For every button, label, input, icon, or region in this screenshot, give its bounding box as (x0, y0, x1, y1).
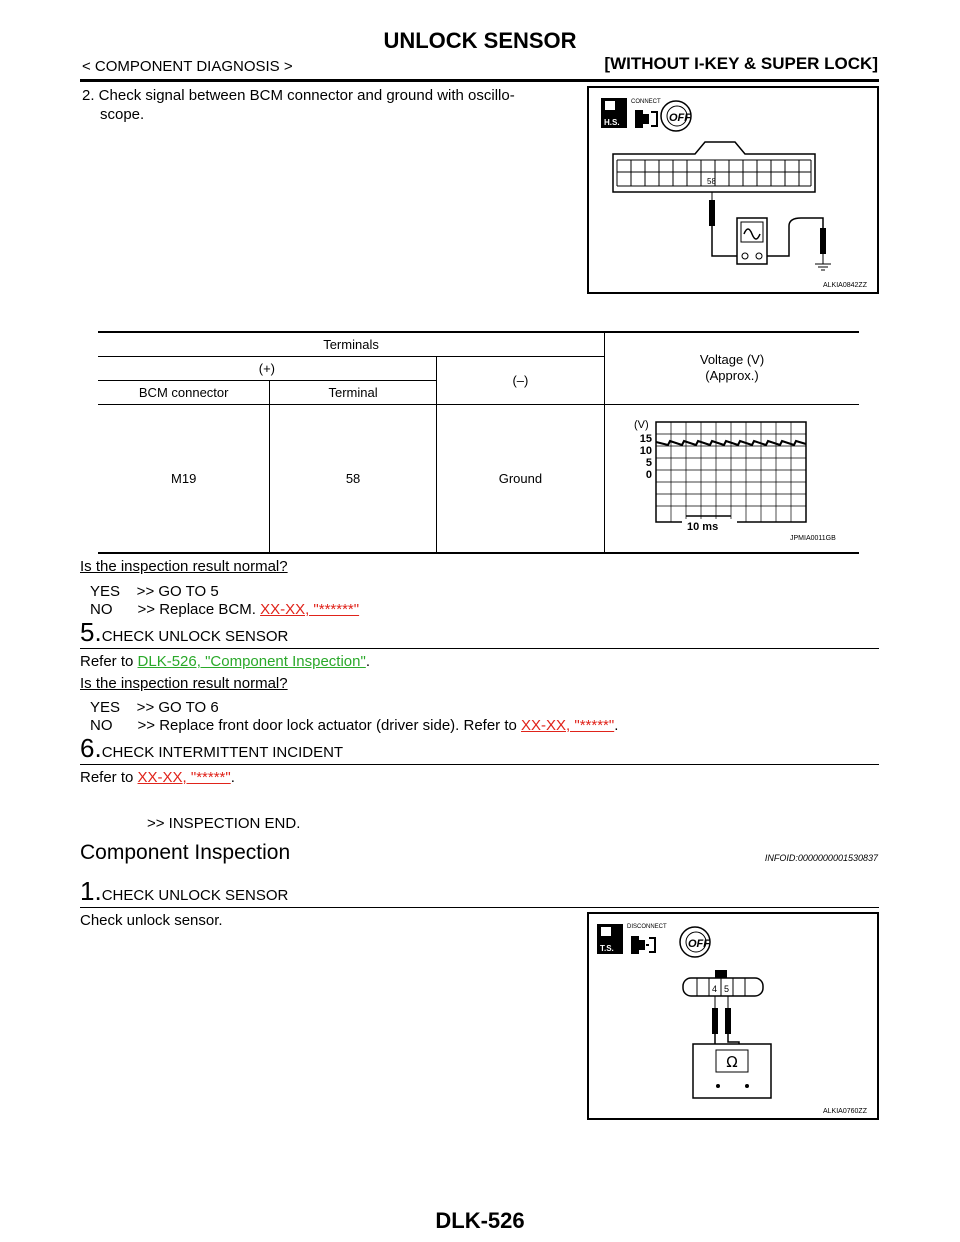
scope-unit: (V) (634, 418, 649, 431)
scope-figure-code: JPMIA0011GB (790, 534, 836, 542)
question-step4: Is the inspection result normal? (80, 558, 288, 575)
instruction-line1: 2. Check signal between BCM connector and ground with oscillo- (82, 87, 515, 104)
th-voltage (605, 332, 859, 404)
waveform-graph (612, 412, 852, 542)
pin-4-label: 4 (712, 984, 718, 994)
step5-title: CHECK UNLOCK SENSOR (101, 628, 289, 645)
header-rule (80, 79, 879, 82)
question-step5: Is the inspection result normal? (80, 675, 288, 692)
page-title: UNLOCK SENSOR (383, 28, 577, 53)
xx-xx-link-actuator[interactable]: XX-XX, "*****" (521, 717, 615, 734)
th-terminal: Terminal (270, 380, 436, 404)
step6-refer (80, 768, 235, 787)
ohm-symbol: Ω (726, 1053, 738, 1071)
scope-tick-10: 10 (639, 444, 653, 457)
figure-oscilloscope-check (587, 86, 879, 294)
step5-number: 5. (80, 617, 102, 647)
step5-refer-suffix: . (365, 653, 370, 670)
component-step1-number: 1. (80, 876, 102, 906)
dlk-526-link[interactable]: DLK-526, "Component Inspection" (137, 653, 366, 670)
section-heading: Component Inspection (80, 841, 291, 864)
step6-refer-suffix: . (230, 769, 235, 786)
no-step5-suffix: . (614, 717, 619, 734)
cell-ground: Ground (436, 404, 604, 553)
th-bcm-connector: BCM connector (98, 380, 270, 404)
scope-tick-15: 15 (639, 432, 653, 445)
step5-refer-text: Refer to (80, 653, 138, 670)
oscilloscope-diagram (589, 88, 877, 292)
figure-code: ALKIA0842ZZ (823, 282, 867, 289)
th-plus: (+) (98, 356, 436, 380)
instruction-line2: scope. (100, 106, 145, 123)
step6-refer-text: Refer to (80, 769, 138, 786)
pin-5-label: 5 (724, 984, 730, 994)
terminal-table (98, 331, 859, 554)
hs-label: H.S. (604, 118, 620, 127)
scope-tick-5: 5 (645, 456, 653, 469)
step5-refer (80, 652, 370, 671)
figure-code-2: ALKIA0760ZZ (823, 1108, 867, 1115)
breadcrumb: < COMPONENT DIAGNOSIS > (82, 58, 293, 75)
step5-heading (80, 617, 288, 648)
step6-heading (80, 733, 343, 764)
off-label: OFF (669, 112, 691, 124)
xx-xx-link-intermittent[interactable]: XX-XX, "*****" (137, 769, 231, 786)
info-id: INFOID:0000000001530837 (764, 853, 878, 863)
off-label-2: OFF (688, 938, 710, 950)
th-voltage-line2: (Approx.) (705, 368, 759, 384)
component-text: Check unlock sensor. (80, 912, 223, 929)
no-step5-text: NO >> Replace front door lock actuator (driver side). Refer to (90, 717, 522, 734)
step5-rule (80, 648, 879, 649)
no-step4-text: NO >> Replace BCM. (90, 601, 261, 618)
cell-connector: M19 (98, 404, 270, 553)
cell-terminal: 58 (270, 404, 436, 553)
scope-timebase: 10 ms (687, 520, 719, 533)
step6-rule (80, 764, 879, 765)
scope-tick-0: 0 (645, 468, 653, 481)
inspection-end: >> INSPECTION END. (147, 815, 301, 832)
connect-label: CONNECT (631, 99, 661, 105)
figure-unlock-sensor-check (587, 912, 879, 1120)
yes-step4: YES >> GO TO 5 (90, 583, 219, 600)
disconnect-label: DISCONNECT (627, 924, 667, 930)
pin-58-label: 58 (707, 177, 716, 186)
page-number: DLK-526 (435, 1208, 525, 1233)
resistance-diagram (589, 914, 877, 1118)
step6-number: 6. (80, 733, 102, 763)
yes-step5: YES >> GO TO 6 (90, 699, 219, 716)
component-step1-title: CHECK UNLOCK SENSOR (101, 887, 289, 904)
step6-title: CHECK INTERMITTENT INCIDENT (101, 744, 344, 761)
component-rule (80, 907, 879, 908)
th-minus: (–) (436, 356, 604, 404)
xx-xx-link-bcm[interactable]: XX-XX, "******" (260, 601, 360, 618)
variant-label: [WITHOUT I-KEY & SUPER LOCK] (604, 54, 878, 73)
cell-waveform (605, 404, 859, 553)
th-voltage-line1: Voltage (V) (699, 352, 765, 368)
ts-label: T.S. (600, 944, 614, 953)
th-terminals: Terminals (98, 332, 605, 356)
component-step1-heading (80, 876, 288, 907)
